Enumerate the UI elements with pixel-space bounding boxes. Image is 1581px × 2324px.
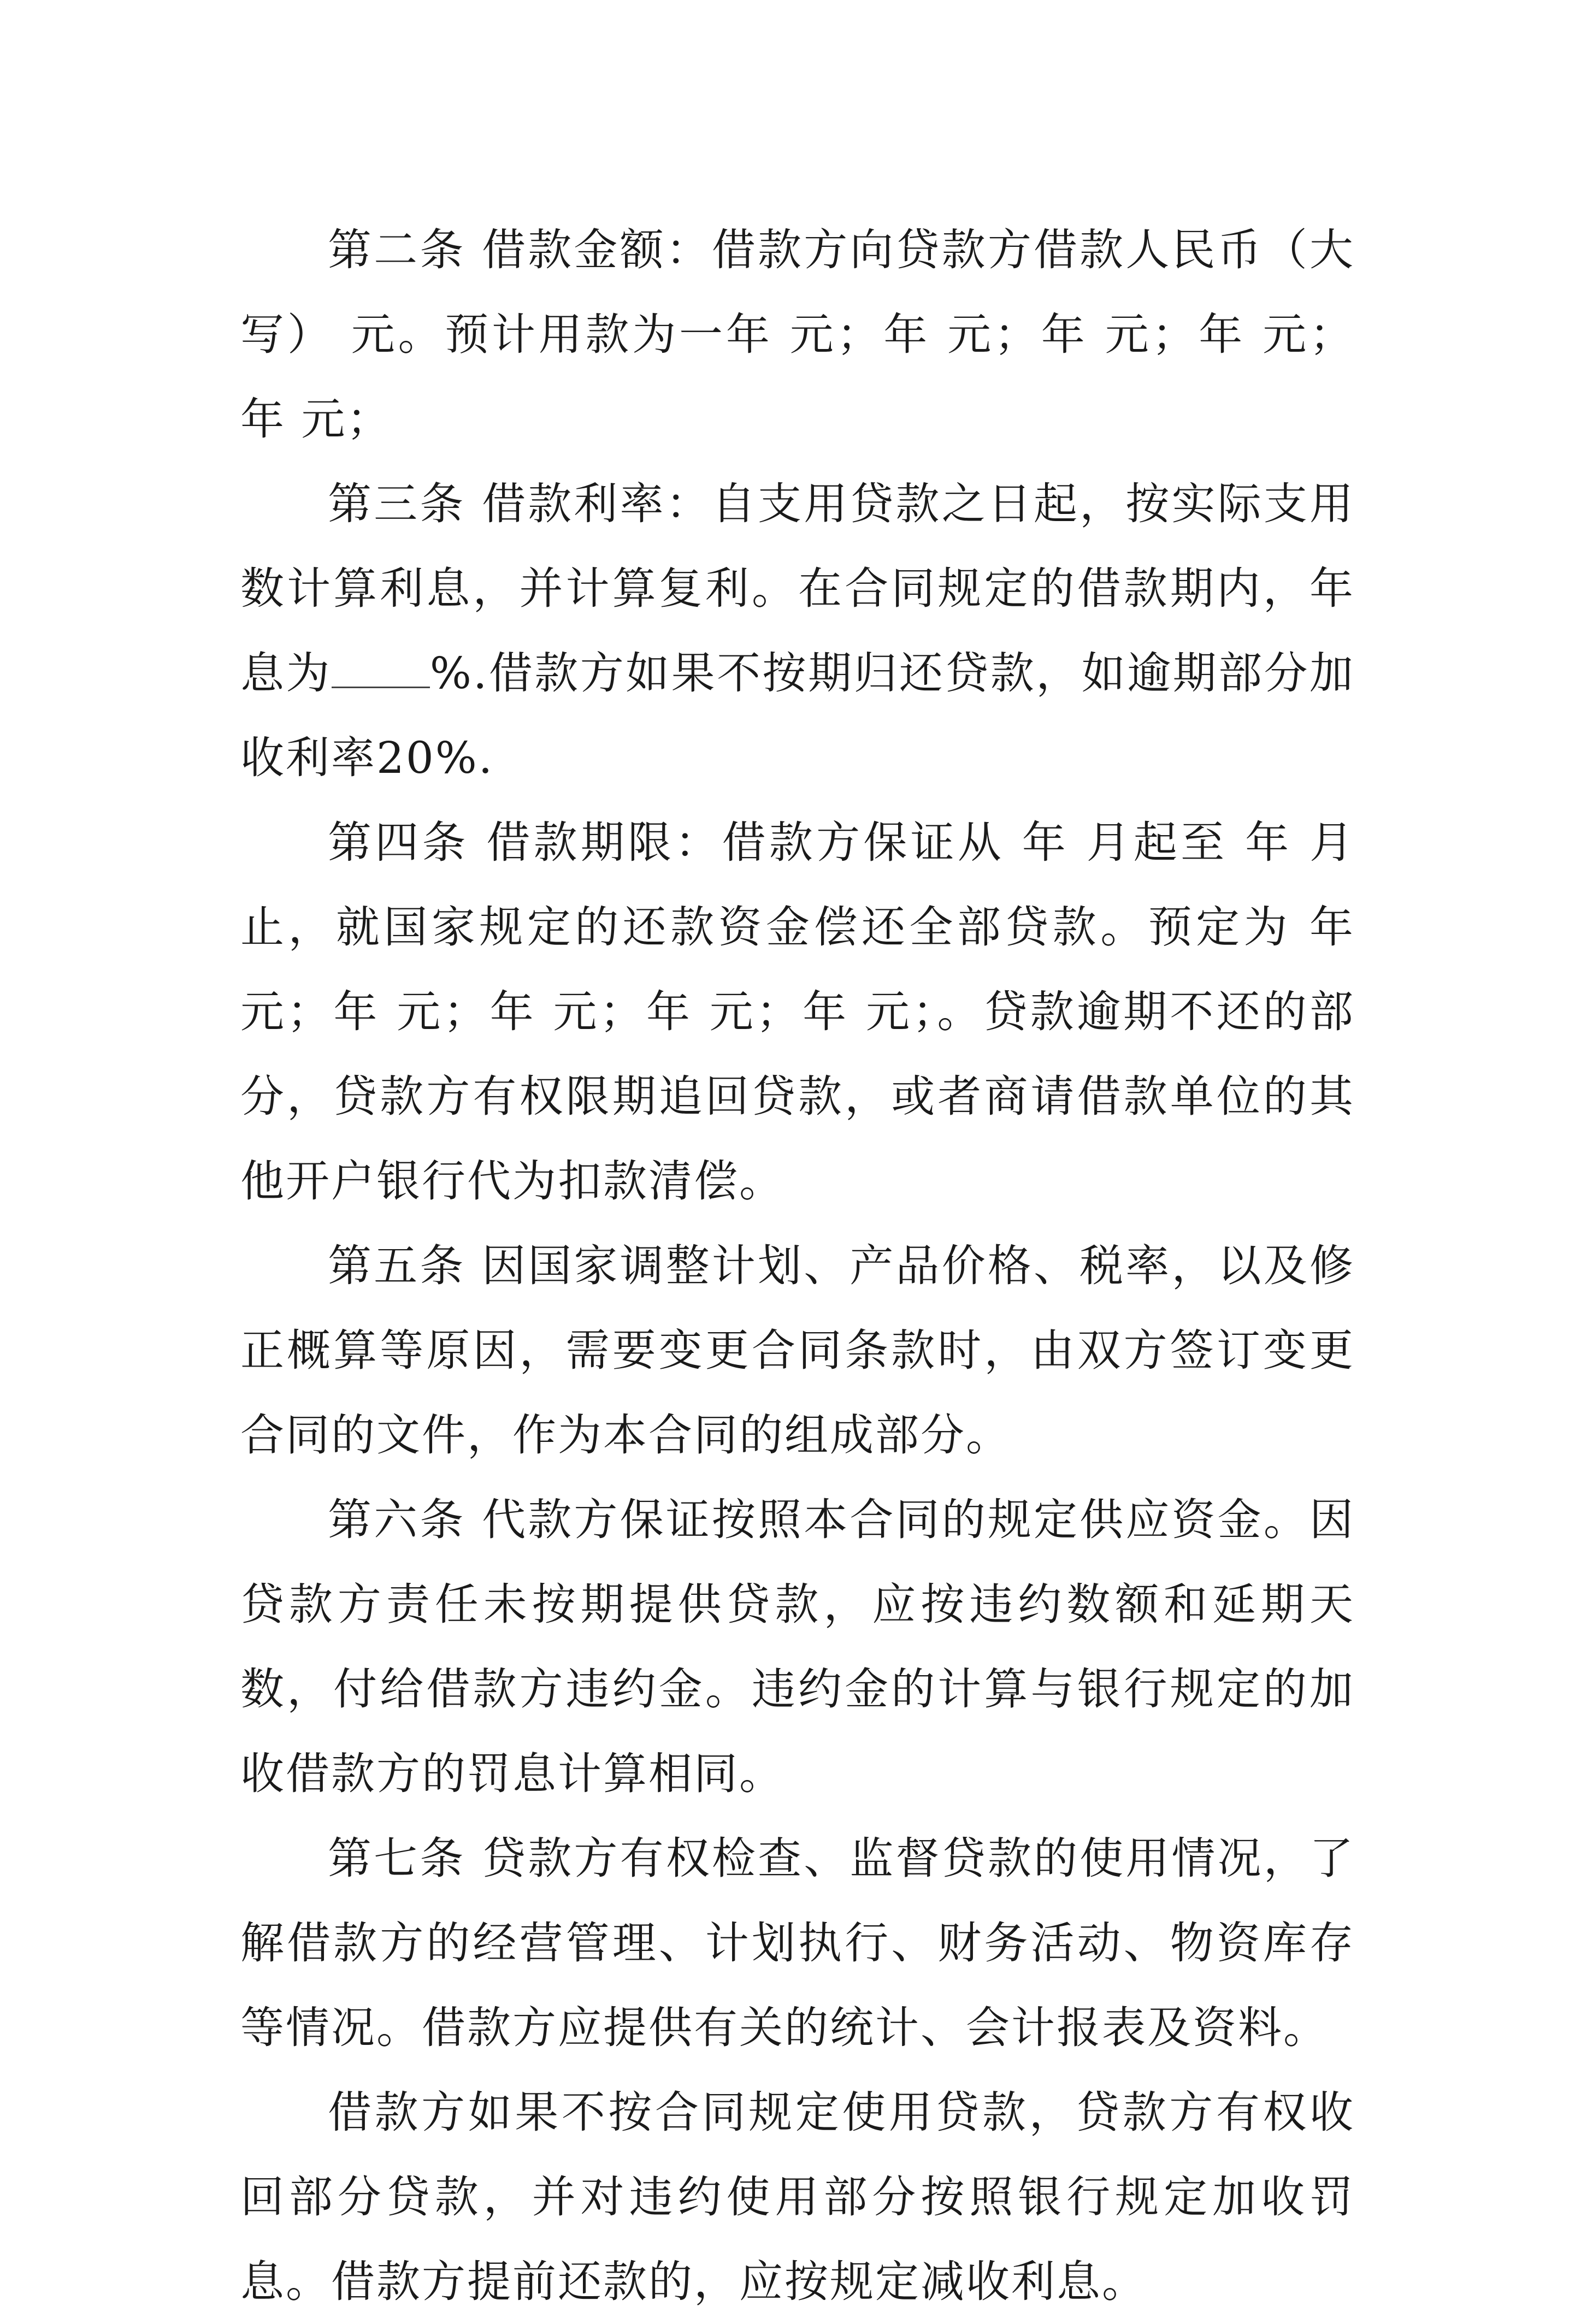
article-4-paragraph: 第四条 借款期限：借款方保证从 年 月起至 年 月止，就国家规定的还款资金偿还全部贷款。预定为 年 元；年 元；年 元；年 元；年 元；。贷款逾期不还的部分，贷款方有权限期追回贷款，或者商请借款单位的其他开户银行代为扣款清偿。 xyxy=(240,817,1355,1207)
article-6-paragraph: 第六条 代款方保证按照本合同的规定供应资金。因贷款方责任未按期提供贷款，应按违约数额和延期天数，付给借款方违约金。违约金的计算与银行规定的加收借款方的罚息计算相同。 xyxy=(240,1494,1355,1799)
interest-rate-blank xyxy=(332,654,430,688)
article-2-paragraph: 第二条 借款金额：借款方向贷款方借款人民币（大写） 元。预计用款为一年 元；年 元；年 元；年 元；年 元； xyxy=(240,224,1355,445)
article-7-paragraph: 第七条 贷款方有权检查、监督贷款的使用情况，了解借款方的经营管理、计划执行、财务活动、物资库存等情况。借款方应提供有关的统计、会计报表及资料。 xyxy=(240,1833,1355,2053)
article-3-text-after-blank: %.借款方如果不按期归还贷款，如逾期部分加收利率20%. xyxy=(240,648,1355,783)
document-body xyxy=(240,208,1355,2324)
article-3-paragraph xyxy=(240,462,1355,800)
article-7-continuation-paragraph: 借款方如果不按合同规定使用贷款，贷款方有权收回部分贷款，并对违约使用部分按照银行规定加收罚息。借款方提前还款的，应按规定减收利息。 xyxy=(240,2087,1355,2307)
article-3-text-before-blank: 第三条 借款利率：自支用贷款之日起，按实际支用数计算利息，并计算复利。在合同规定的借款期内，年息为 xyxy=(240,478,1355,699)
article-5-paragraph: 第五条 因国家调整计划、产品价格、税率，以及修正概算等原因，需要变更合同条款时，由双方签订变更合同的文件，作为本合同的组成部分。 xyxy=(240,1240,1355,1460)
